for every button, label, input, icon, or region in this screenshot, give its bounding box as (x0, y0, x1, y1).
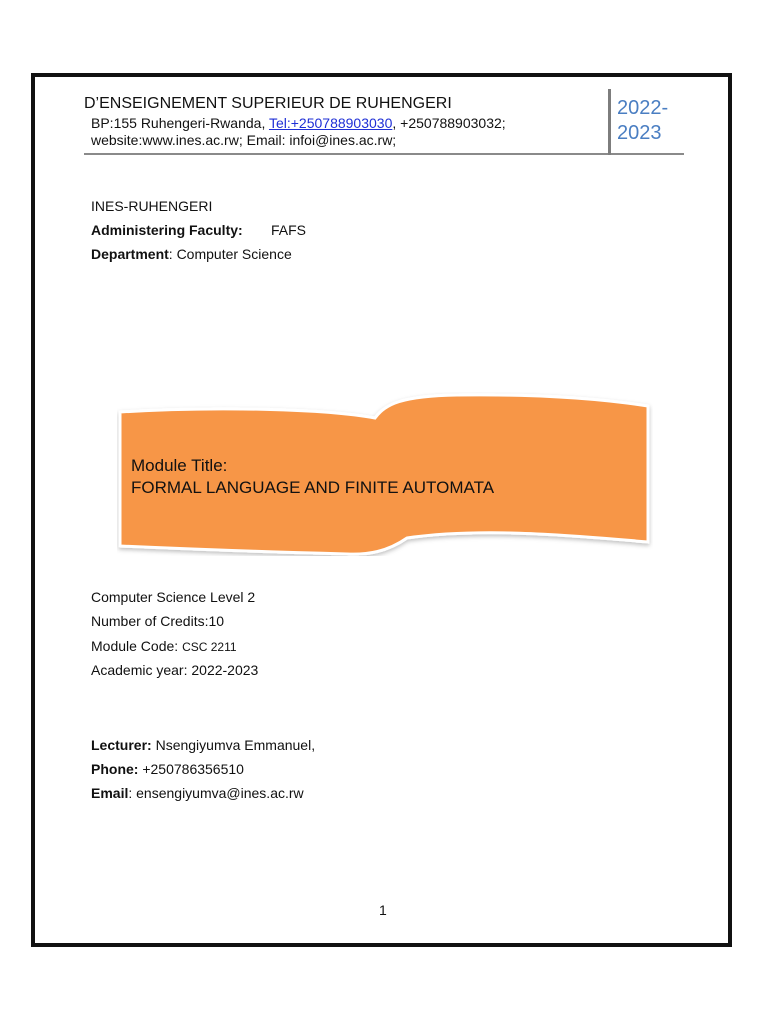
email-label: Email (91, 785, 129, 801)
lecturer-value: Nsengiyumva Emmanuel, (151, 737, 316, 753)
email-line (91, 785, 304, 801)
module-code-value: CSC 2211 (182, 640, 237, 654)
phone-value: +250786356510 (138, 761, 244, 777)
header-rule (84, 153, 684, 155)
web-email-line: website:www.ines.ac.rw; Email: infoi@ines.ac.rw; (91, 132, 397, 148)
lecturer-line (91, 737, 315, 753)
address-prefix: BP:155 Ruhengeri-Rwanda, (91, 115, 269, 131)
department-line (91, 246, 292, 262)
tel-link[interactable]: Tel:+250788903030 (268, 115, 393, 131)
phone-line (91, 761, 244, 777)
lecturer-label: Lecturer: (91, 737, 152, 753)
address-suffix: , +250788903032; (392, 115, 506, 131)
credits-line: Number of Credits:10 (91, 613, 225, 629)
year-line-2: 2023 (617, 122, 662, 144)
page-number: 1 (379, 902, 387, 918)
module-title-label: Module Title: (131, 456, 228, 475)
institution-address (91, 115, 506, 149)
email-value: : ensengiyumva@ines.ac.rw (128, 785, 304, 801)
year-line-1: 2022- (617, 97, 669, 119)
department-label: Department (91, 246, 169, 262)
faculty-label: Administering Faculty: (91, 222, 243, 238)
header-divider (608, 89, 611, 155)
department-value: : Computer Science (168, 246, 292, 262)
faculty-value: FAFS (271, 222, 307, 238)
module-code-line (91, 638, 237, 654)
header-year (617, 96, 668, 146)
institution-name: D’ENSEIGNEMENT SUPERIEUR DE RUHENGERI (84, 95, 452, 112)
academic-year-line: Academic year: 2022-2023 (91, 662, 259, 678)
module-title-value: FORMAL LANGUAGE AND FINITE AUTOMATA (131, 478, 495, 497)
module-title (131, 455, 494, 499)
level-line: Computer Science Level 2 (91, 589, 256, 605)
org-name: INES-RUHENGERI (91, 198, 213, 214)
module-code-label: Module Code: (91, 638, 183, 654)
phone-label: Phone: (91, 761, 139, 777)
